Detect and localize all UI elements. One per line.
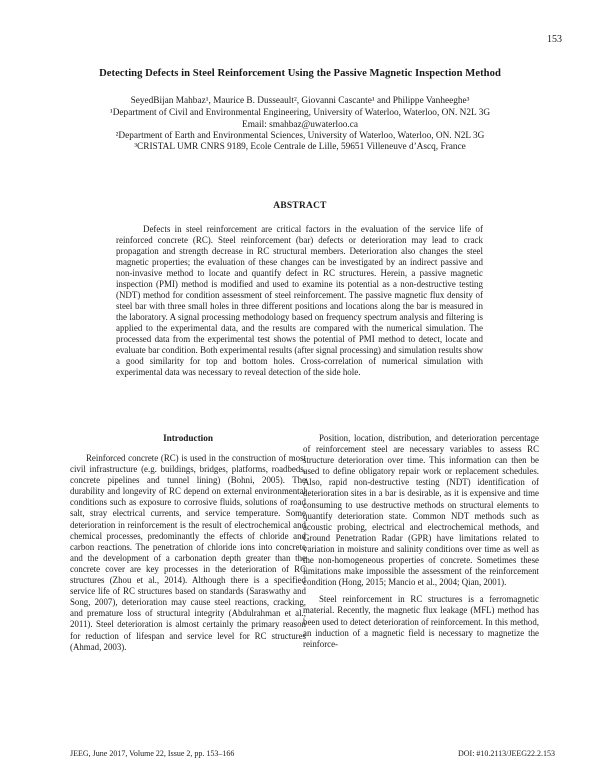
affiliation-3: ³CRISTAL UMR CNRS 9189, Ecole Centrale de Lille, 59651 Villeneuve d’Ascq, France <box>134 142 466 152</box>
author-list: SeyedBijan Mahbaz¹, Maurice B. Dusseault², Giovanni Cascante¹ and Philippe Vanheeghe³ <box>130 96 470 106</box>
affiliation-1: ¹Department of Civil and Environmental Engineering, University of Waterloo, Waterloo, ON. N2L 3G <box>109 108 491 118</box>
abstract-heading: ABSTRACT <box>273 201 327 211</box>
affiliation-2: ²Department of Earth and Environmental Sciences, University of Waterloo, Waterloo, ON. N2L 3G <box>115 131 485 141</box>
author-email: Email: smahbaz@uwaterloo.ca <box>242 120 358 130</box>
journal-citation: JEEG, June 2017, Volume 22, Issue 2, pp. 153–166 <box>70 749 235 758</box>
abstract-body: Defects in steel reinforcement are critical factors in the evaluation of the service life of reinforced concrete (RC). Steel reinforcement (bar) defects or deterioration may lead to crack propagation and strength decrease in RC structural members. Deterioration also changes the steel magnetic properties; the evaluation of these changes can be investigated by an indirect passive and non-invasive method to locate and quantify defect in RC structures. Herein, a passive magnetic inspection (PMI) method is modified and used to examine its potential as a non-destructive testing (NDT) method for condition assessment of steel reinforcement. The passive magnetic flux density of steel bar with three small holes in three different positions and locations along the bar is measured in the laboratory. A signal processing methodology based on frequency spectrum analysis and filtering is applied to the experimental data, and the results are compared with the numerical simulation. The processed data from the experimental test shows the potential of PMI method to detect, locate and evaluate bar condition. Both experimental results (after signal processing) and simulation results show a good similarity for top and bottom holes. Cross-correlation of numerical simulation with experimental data was necessary to reveal detection of the side hole. <box>116 224 483 378</box>
introduction-heading: Introduction <box>163 433 213 443</box>
right-column <box>303 433 539 650</box>
intro-paragraph-3: Steel reinforcement in RC structures is a ferromagnetic material. Recently, the magnetic flux leakage (MFL) method has been used to detect deterioration of reinforcement. In this method, an induction of a magnetic field is necessary to magnetize the reinforce- <box>303 594 539 649</box>
doi-reference: DOI: #10.2113/JEEG22.2.153 <box>457 749 555 758</box>
left-column <box>70 433 306 653</box>
page-number: 153 <box>547 34 562 45</box>
intro-paragraph-2: Position, location, distribution, and deterioration percentage of reinforcement steel are necessary variables to assess RC structure deterioration over time. This information can then be used to define obligatory repair work or replacement schedules. Also, rapid non-destructive testing (NDT) identification of deterioration sites in a bar is desirable, as it is expensive and time consuming to use destructive methods on structural elements to quantify deterioration state. Common NDT methods such as acoustic probing, electrical and electrochemical methods, and Ground Penetration Radar (GPR) have limitations related to variation in moisture and salinity conditions over time as well as the non-homogeneous properties of concrete. Sometimes these limitations make impossible the assessment of the reinforcement condition (Hong, 2015; Mancio et al., 2004; Qian, 2001). <box>303 433 539 588</box>
intro-paragraph-1: Reinforced concrete (RC) is used in the construction of most civil infrastructure (e.g. buildings, bridges, platforms, roadbeds, concrete pipelines and tunnel lining) (Bohni, 2005). The durability and longevity of RC depend on external environmental conditions such as exposure to corrosive fluids, solutions of road salt, stray electrical currents, and service temperature. Some deterioration in reinforcement is the result of electrochemical and chemical processes, predominantly the effects of chloride and carbon reactions. The penetration of chloride ions into concrete and the development of a carbonation depth greater than the concrete cover are key processes in the deterioration of RC structures (Zhou et al., 2014). Although there is a specified service life of RC structures based on standards (Saraswathy and Song, 2007), deterioration may cause steel reactions, cracking, and premature loss of structural integrity (Abdulrahman et al., 2011). Steel deterioration is almost certainly the primary reason for reduction of lifespan and service level for RC structures (Ahmad, 2003). <box>70 453 306 652</box>
paper-title: Detecting Defects in Steel Reinforcement Using the Passive Magnetic Inspection Method <box>99 68 501 79</box>
